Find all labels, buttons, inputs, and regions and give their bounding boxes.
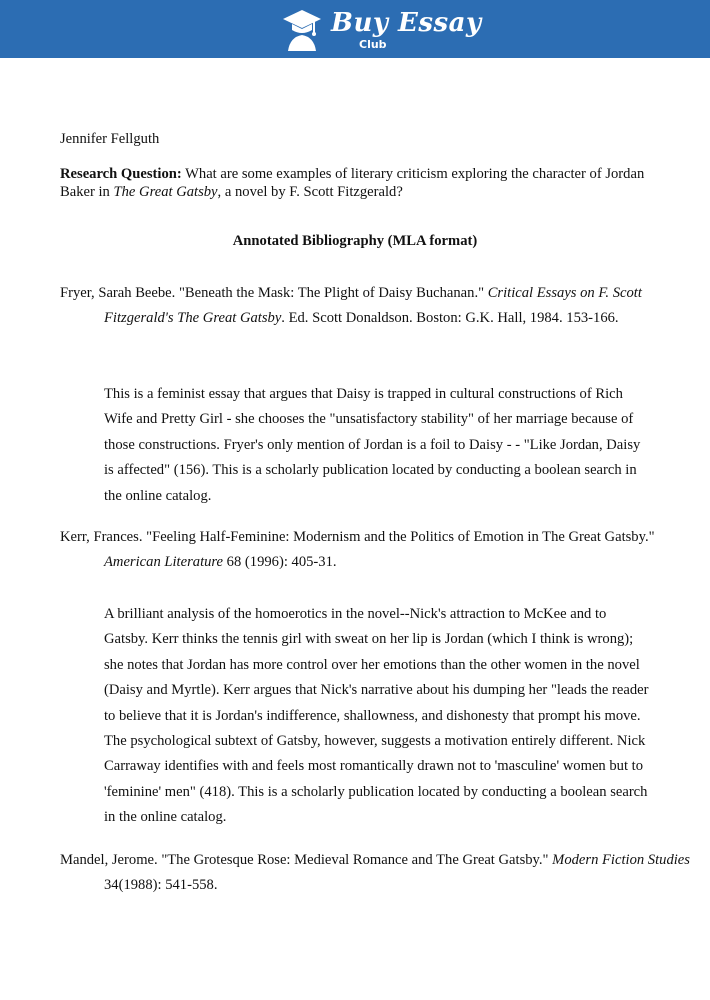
research-question-label: Research Question: — [60, 166, 182, 182]
site-logo[interactable] — [279, 4, 482, 54]
bibliography-heading: Annotated Bibliography (MLA format) — [232, 233, 478, 249]
citation-source-title: Critical Essays on F. Scott Fitzgerald's The Great Gatsby — [104, 285, 642, 327]
citation-text: Fryer, Sarah Beebe. "Beneath the Mask: The Plight of Daisy Buchanan." — [60, 285, 488, 301]
logo-subtitle: Club — [359, 38, 387, 51]
annotation-fryer: This is a feminist essay that argues that Daisy is trapped in cultural constructions of Rich Wife and Pretty Girl - she chooses the "unsatisfactory stability" of her marriage because of those constructions. Fryer's only mention of Jordan is a foil to Daisy - - "Like Jordan, Daisy is affected" (156). This is a scholarly publication located by conducting a boolean search in the online catalog. — [104, 386, 641, 504]
research-question — [60, 165, 650, 201]
citation-mandel — [60, 848, 694, 899]
citation-source-title: Modern Fiction Studies — [552, 852, 690, 868]
graduate-cap-icon — [279, 6, 325, 52]
citation-details: . Ed. Scott Donaldson. Boston: G.K. Hall, 1984. 153-166. — [281, 310, 619, 327]
citation-source-title: American Literature — [104, 554, 224, 571]
annotation-kerr: A brilliant analysis of the homoerotics in the novel--Nick's attraction to McKee and to Gatsby. Kerr thinks the tennis girl with sweat on her lip is Jordan (which I think is wrong); she notes that Jordan has more control over her emotions than the other women in the novel (Daisy and Myrtle). Kerr argues that Nick's narrative about his dumping her "leads the reader to believe that it is Jordan's indifference, shallowness, and dishonesty that prompt his move. The psychological subtext of Gatsby, however, suggests a motivation entirely different. Nick Carraway identifies with and feels most romantically drawn not to 'masculine' women but to 'feminine' men" (418). This is a scholarly publication located by conducting a boolean search in the online catalog. — [104, 606, 649, 826]
citation-details: 68 (1996): 405-31. — [223, 554, 337, 571]
logo-wordmark: Buy Essay — [331, 8, 482, 38]
citation-fryer — [60, 281, 694, 332]
author-name: Jennifer Fellguth — [60, 131, 160, 147]
citation-text: Mandel, Jerome. "The Grotesque Rose: Medieval Romance and The Great Gatsby." — [60, 852, 553, 868]
citation-details: 34(1988): 541-558. — [104, 877, 218, 894]
research-question-title: The Great Gatsby — [113, 184, 218, 200]
citation-text: Kerr, Frances. "Feeling Half-Feminine: Modernism and the Politics of Emotion in The Great Gatsby." — [60, 529, 655, 545]
citation-kerr — [60, 525, 694, 576]
header-bar — [0, 0, 710, 58]
research-question-text-end: , a novel by F. Scott Fitzgerald? — [217, 184, 403, 200]
research-question-text: What are some examples of literary criticism exploring the character of Jordan Baker in — [60, 166, 645, 200]
